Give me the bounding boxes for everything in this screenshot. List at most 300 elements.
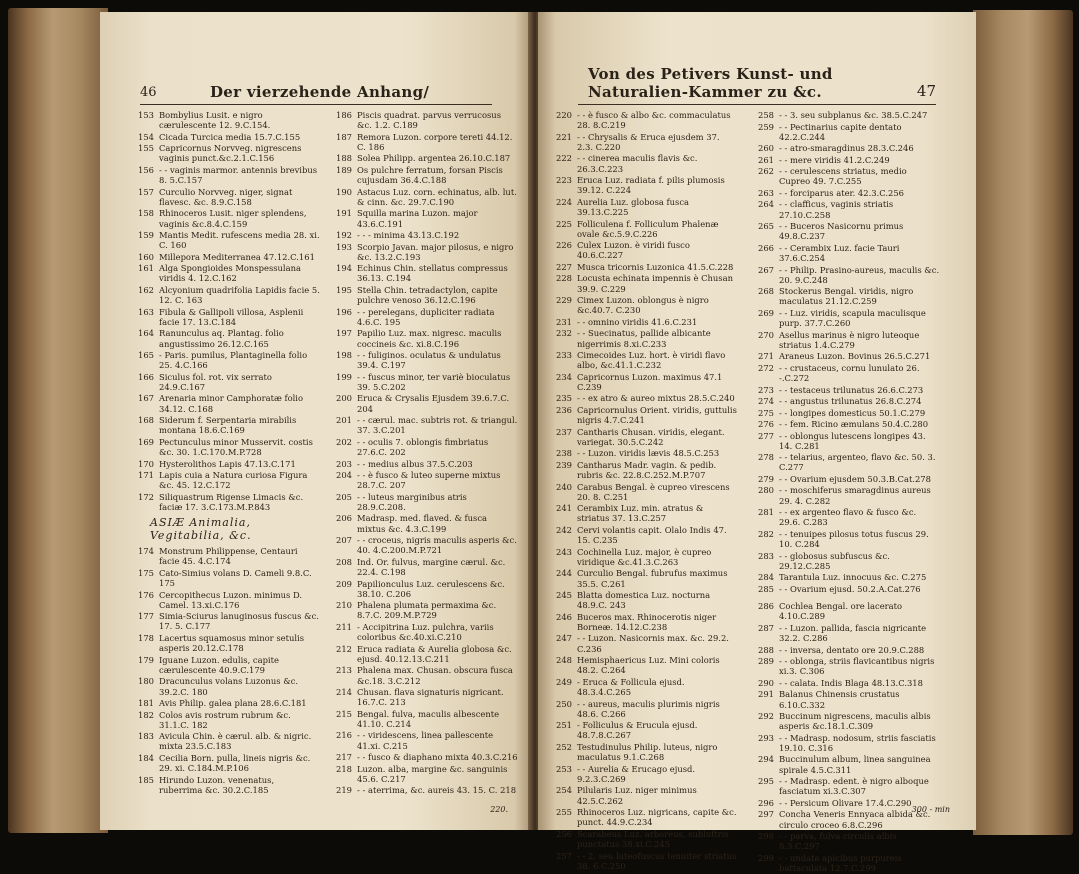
catalogue-entry	[556, 295, 738, 315]
catalogue-entry	[556, 525, 738, 545]
catalogue-entry	[138, 350, 320, 370]
entry-number: 228	[556, 273, 572, 284]
catalogue-entry	[336, 644, 518, 664]
entry-text: Cercopithecus Luzon. minimus D. Camel. 13.xi.C.176	[159, 589, 303, 610]
catalogue-entry	[758, 431, 940, 451]
catalogue-entry	[336, 350, 518, 370]
entry-text: - - vaginis marmor. antennis brevibus 8. 5.C.157	[159, 164, 318, 186]
entry-text: Colos avis rostrum rubrum &c. 31.1.C. 182	[159, 709, 291, 730]
catalogue-entry	[138, 753, 320, 773]
entry-number: 261	[758, 154, 774, 165]
catalogue-entry	[138, 470, 320, 490]
catalogue-entry	[138, 187, 320, 207]
entry-number: 259	[758, 121, 774, 132]
catalogue-entry	[556, 612, 738, 632]
catalogue-entry	[138, 165, 320, 185]
entry-number: 218	[336, 763, 352, 774]
entry-text: Bengal. fulva, maculis albescente 41.10. C.214	[357, 708, 500, 729]
catalogue-entry	[556, 393, 738, 403]
catalogue-entry	[758, 485, 940, 505]
entry-number: 156	[138, 164, 154, 175]
catalogue-entry	[336, 263, 518, 283]
entry-number: 198	[336, 350, 352, 361]
entry-number: 260	[758, 143, 774, 154]
left-page	[100, 12, 532, 830]
entry-text: - - globosus subfuscus &c. 29.12.C.285	[779, 550, 890, 571]
catalogue-entry	[336, 785, 518, 795]
entry-number: 294	[758, 754, 774, 765]
entry-text: - - moschiferus smaragdinus aureus 29. 4. C.282	[779, 485, 931, 506]
entry-number: 235	[556, 393, 572, 404]
catalogue-entry	[758, 474, 940, 484]
entry-text: Scarabeus Luz. arboreus, subluftris punctatus 38.xi.C.245	[577, 828, 729, 849]
entry-number: 267	[758, 264, 774, 275]
entry-text: - Paris. pumilus, Plantaginella folio 25. 4.C.166	[159, 350, 308, 371]
left-page-column-1	[138, 110, 320, 796]
catalogue-entry	[138, 415, 320, 435]
entry-number: 237	[556, 426, 572, 437]
entry-number: 161	[138, 263, 154, 274]
catalogue-entry	[138, 263, 320, 283]
entry-text: Bombylius Lusit. e nigro cærulescente 12. 9.C.154.	[159, 110, 271, 131]
entry-number: 162	[138, 284, 154, 295]
catalogue-entry	[336, 687, 518, 707]
entry-text: Cimecoides Luz. hort. è viridi flavo albo, &c.41.1.C.232	[577, 350, 726, 371]
entry-number: 242	[556, 524, 572, 535]
catalogue-entry	[556, 851, 738, 871]
catalogue-entry	[556, 460, 738, 480]
entry-number: 190	[336, 186, 352, 197]
section-heading: ASIÆ Animalia, Vegitabilia, &c.	[150, 516, 252, 543]
entry-number: 160	[138, 251, 154, 262]
entry-number: 176	[138, 589, 154, 600]
entry-number: 189	[336, 164, 352, 175]
catalogue-entry	[138, 698, 320, 708]
entry-text: Aurelia Luz. globosa fusca 39.13.C.225	[577, 196, 690, 218]
entry-text: - - fem. Ricino æmulans 50.4.C.280	[779, 419, 929, 430]
catalogue-entry	[336, 730, 518, 750]
catalogue-entry	[758, 308, 940, 328]
catalogue-entry	[336, 579, 518, 599]
entry-number: 232	[556, 328, 572, 339]
entry-number: 264	[758, 199, 774, 210]
entry-number: 295	[758, 776, 774, 787]
entry-text: Balanus Chinensis crustatus 6.10.C.332	[779, 689, 900, 710]
catalogue-entry	[336, 230, 518, 240]
catalogue-entry	[138, 252, 320, 262]
entry-text: Cimex Luzon. oblongus è nigro &c.40.7. C.230	[577, 295, 709, 316]
entry-number: 281	[758, 507, 774, 518]
catalogue-entry	[138, 285, 320, 305]
entry-text: Piscis quadrat. parvus verrucosus &c. 1.2. C.189	[357, 110, 501, 131]
entry-number: 194	[336, 263, 352, 274]
entry-number: 159	[138, 230, 154, 241]
entry-number: 263	[758, 187, 774, 198]
entry-number: 239	[556, 459, 572, 470]
entry-number: 290	[758, 677, 774, 688]
catalogue-entry	[758, 572, 940, 582]
catalogue-entry	[556, 317, 738, 327]
entry-text: - - Ovarium ejusdem 50.3.B.Cat.278	[779, 473, 931, 484]
catalogue-entry	[138, 655, 320, 675]
entry-text: - - atro-smaragdinus 28.3.C.246	[779, 143, 914, 154]
entry-text: Tarantula Luz. innocuus &c. C.275	[779, 572, 927, 583]
catalogue-entry	[138, 230, 320, 250]
catalogue-entry	[336, 459, 518, 469]
entry-number: 191	[336, 208, 352, 219]
entry-text: Cerambix Luz. min. atratus & striatus 37. 13.C.257	[577, 503, 704, 524]
entry-text: - - omnino viridis 41.6.C.231	[577, 316, 698, 327]
catalogue-entry	[758, 363, 940, 383]
catalogue-entry	[556, 153, 738, 173]
entry-text: - - longipes domesticus 50.1.C.279	[779, 407, 926, 418]
entry-number: 196	[336, 306, 352, 317]
entry-number: 233	[556, 350, 572, 361]
entry-number: 243	[556, 546, 572, 557]
entry-text: Culex Luzon. è viridi fusco 40.6.C.227	[577, 240, 690, 261]
catalogue-entry	[336, 110, 518, 130]
catalogue-entry	[556, 372, 738, 392]
entry-number: 170	[138, 458, 154, 469]
entry-text: Lapis cuia a Natura curiosa Figura &c. 45. 12.C.172	[159, 470, 308, 491]
entry-text: Chusan. flava signaturis nigricant. 16.7.C. 213	[357, 687, 504, 708]
catalogue-entry	[758, 551, 940, 571]
entry-text: - - Philip. Prasino-aureus, maculis &c. 20. 9.C.248	[779, 264, 940, 285]
entry-text: Cantharus Madr. vagin. & pedib. rubris &c. 22.8.C.252.M.P.707	[577, 459, 717, 481]
entry-number: 166	[138, 371, 154, 382]
catalogue-entry	[336, 752, 518, 762]
entry-number: 155	[138, 143, 154, 154]
entry-text: Arenaria minor Camphoratæ folio 34.12. C.168	[159, 393, 304, 414]
entry-text: - - luteus marginibus atris 28.9.C.208.	[357, 491, 467, 512]
catalogue-entry	[758, 776, 940, 796]
entry-number: 293	[758, 732, 774, 743]
entry-number: 275	[758, 407, 774, 418]
entry-number: 278	[758, 452, 774, 463]
entry-text: Iguane Luzon. edulis, capite cærulescente 40.9.C.179	[159, 654, 279, 675]
catalogue-entry	[336, 622, 518, 642]
entry-text: - - Suecinatus, pallide albicante nigerrimis 8.xi.C.233	[577, 328, 711, 349]
entry-text: - - è fusco & albo &c. commaculatus 28. 8.C.219	[577, 110, 731, 131]
entry-number: 299	[758, 852, 774, 863]
catalogue-entry	[556, 590, 738, 610]
entry-number: 276	[758, 419, 774, 430]
catalogue-entry	[336, 557, 518, 577]
entry-number: 200	[336, 393, 352, 404]
entry-number: 284	[758, 572, 774, 583]
entry-text: - - è fusco & luteo superne mixtus 28.7.C. 207	[357, 470, 501, 491]
catalogue-entry	[336, 437, 518, 457]
catalogue-entry	[556, 699, 738, 719]
right-page-number: 47	[916, 82, 936, 100]
entry-text: Hemisphaericus Luz. Mini coloris 48.2. C.264	[577, 655, 720, 676]
catalogue-entry	[556, 240, 738, 260]
entry-number: 221	[556, 131, 572, 142]
catalogue-entry	[138, 437, 320, 457]
left-page-number: 46	[140, 85, 157, 100]
catalogue-entry	[556, 448, 738, 458]
entry-text: Ind. Or. fulvus, margine cærul. &c. 22.4. C.198	[357, 556, 506, 578]
entry-number: 179	[138, 654, 154, 665]
entry-number: 177	[138, 611, 154, 622]
entry-text: Squilla marina Luzon. major 43.6.C.191	[357, 208, 478, 229]
catalogue-entry	[556, 219, 738, 239]
entry-number: 169	[138, 436, 154, 447]
entry-text: Capricornus Luzon. maximus 47.1 C.239	[577, 371, 723, 392]
entry-text: - - forciparus ater. 42.3.C.256	[779, 187, 904, 198]
catalogue-entry	[556, 633, 738, 653]
catalogue-entry	[138, 633, 320, 653]
entry-text: - - cinerea maculis flavis &c. 26.3.C.223	[577, 153, 698, 174]
entry-number: 289	[758, 656, 774, 667]
catalogue-entry	[336, 709, 518, 729]
catalogue-entry	[556, 655, 738, 675]
entry-number: 219	[336, 785, 352, 796]
entry-text: Cecilia Born. pulla, lineis nigris &c. 29. xi. C.184.M.P.106	[159, 752, 311, 774]
entry-text: - - telarius, argenteo, flavo &c. 50. 3. C.277	[779, 452, 936, 473]
catalogue-entry	[336, 415, 518, 435]
entry-number: 270	[758, 329, 774, 340]
entry-number: 214	[336, 687, 352, 698]
catalogue-entry	[336, 132, 518, 152]
right-page	[538, 12, 976, 873]
entry-text: Pectunculus minor Musservit. costis &c. 30. 1.C.170.M.P.728	[159, 436, 313, 458]
catalogue-entry	[758, 155, 940, 165]
entry-number: 203	[336, 458, 352, 469]
entry-text: - - fuliginos. oculatus & undulatus 39.4. C.197	[357, 350, 501, 371]
entry-text: - - fuscus minor, ter variè bioculatus 39. 5.C.202	[357, 371, 511, 392]
entry-text: Blatta domestica Luz. nocturna 48.9.C. 243	[577, 590, 711, 611]
entry-text: Pilularis Luz. niger minimus 42.5.C.262	[577, 785, 697, 806]
catalogue-entry	[556, 262, 738, 272]
entry-number: 269	[758, 307, 774, 318]
catalogue-entry	[336, 535, 518, 555]
entry-number: 258	[758, 110, 774, 120]
entry-number: 274	[758, 396, 774, 407]
catalogue-entry	[758, 452, 940, 472]
entry-text: Phalena max. Chusan. obscura fusca &c.18. 3.C.212	[357, 665, 513, 686]
catalogue-entry	[556, 175, 738, 195]
entry-number: 187	[336, 131, 352, 142]
right-page-header	[578, 65, 936, 105]
entry-text: Testudinulus Philip. luteus, nigro maculatus 9.1.C.268	[577, 741, 718, 763]
entry-text: Monstrum Philippense, Centauri facie 45. 4.C.174	[159, 546, 298, 567]
entry-number: 292	[758, 711, 774, 722]
entry-text: - - Buceros Nasicornu primus 49.8.C.237	[779, 221, 904, 242]
entry-text: - - Madrasp. nodosum, striis fasciatis 19.10. C.316	[779, 732, 936, 753]
entry-text: Luzon. alba, margine &c. sanguinis 45.6. C.217	[357, 763, 508, 784]
entry-text: Simia-Sciurus lanuginosus fuscus &c. 17. 5. C.177	[159, 611, 319, 632]
entry-number: 185	[138, 774, 154, 785]
catalogue-entry	[758, 351, 940, 361]
entry-text: Fibula & Gallipoli villosa, Asplenii facie 17. 13.C.184	[159, 306, 304, 327]
catalogue-entry	[336, 328, 518, 348]
catalogue-entry	[138, 546, 320, 566]
catalogue-entry	[556, 764, 738, 784]
entry-number: 158	[138, 208, 154, 219]
catalogue-entry	[758, 623, 940, 643]
entry-text: - Eruca & Follicula ejusd. 48.3.4.C.265	[577, 676, 685, 698]
entry-text: - - tenuipes pilosus totus fuscus 29. 10. C.284	[779, 528, 929, 550]
entry-number: 277	[758, 430, 774, 441]
entry-number: 217	[336, 752, 352, 763]
catalogue-entry	[758, 143, 940, 153]
entry-number: 288	[758, 644, 774, 655]
entry-number: 164	[138, 328, 154, 339]
entry-text: - - cerulescens striatus, medio Cupreo 49. 7.C.255	[779, 166, 907, 187]
entry-text: Asellus marinus è nigro luteoque striatus 1.4.C.279	[779, 329, 920, 350]
catalogue-entry	[758, 408, 940, 418]
entry-text: - - 2. seu luteofuscus tenuiter striatus 38. 6.C.250	[577, 850, 737, 871]
entry-text: - - oculis 7. oblongis fimbriatus 27.6.C. 202	[357, 436, 489, 458]
entry-number: 175	[138, 567, 154, 578]
catalogue-entry	[556, 785, 738, 805]
entry-number: 167	[138, 393, 154, 404]
entry-number: 291	[758, 689, 774, 700]
entry-number: 240	[556, 481, 572, 492]
catalogue-entry	[758, 385, 940, 395]
catalogue-entry	[336, 165, 518, 185]
catalogue-entry	[556, 547, 738, 567]
entry-text: Rhinoceros Luz. nigricans, capite &c. punct. 44.9.C.234	[577, 807, 737, 828]
entry-text: - - Persicum Olivare 17.4.C.290	[779, 797, 912, 808]
entry-text: - - medius albus 37.5.C.203	[357, 458, 473, 469]
catalogue-entry	[556, 405, 738, 425]
right-catchword: 300 - min	[911, 805, 950, 814]
catalogue-entry	[336, 513, 518, 533]
entry-text: - - Chrysalis & Eruca ejusdem 37. 2.3. C.220	[577, 131, 720, 152]
entry-number: 205	[336, 491, 352, 502]
catalogue-entry	[758, 645, 940, 655]
entry-text: - - Cerambix Luz. facie Tauri 37.6.C.254	[779, 242, 900, 264]
entry-text: - Folliculus & Erucula ejusd. 48.7.8.C.267	[577, 720, 698, 741]
entry-text: Carabus Bengal. è cupreo virescens 20. 8. C.251	[577, 481, 730, 502]
catalogue-entry	[336, 393, 518, 413]
right-book-edge	[973, 10, 1073, 835]
catalogue-entry	[758, 243, 940, 263]
entry-text: - - angustus trilunatus 26.8.C.274	[779, 396, 922, 407]
entry-number: 182	[138, 709, 154, 720]
catalogue-entry	[138, 676, 320, 696]
entry-number: 178	[138, 632, 154, 643]
catalogue-entry	[336, 208, 518, 228]
entry-number: 165	[138, 350, 154, 361]
entry-number: 163	[138, 306, 154, 317]
entry-text: Buccinum nigrescens, maculis albis asperis &c.18.1.C.309	[779, 711, 931, 732]
catalogue-entry	[138, 307, 320, 327]
entry-number: 199	[336, 371, 352, 382]
entry-number: 220	[556, 110, 572, 120]
entry-text: Dracunculus volans Luzonus &c. 39.2.C. 180	[159, 676, 299, 697]
entry-number: 223	[556, 175, 572, 186]
entry-number: 285	[758, 583, 774, 594]
catalogue-entry	[336, 153, 518, 163]
catalogue-entry	[138, 611, 320, 631]
entry-text: - - Luz. viridis, scapula maculisque purp. 37.7.C.260	[779, 307, 926, 329]
entry-text: Avicula Chin. è cærul. alb. & nigric. mixta 23.5.C.183	[159, 731, 312, 752]
left-catchword: 220.	[490, 805, 508, 814]
catalogue-entry	[556, 350, 738, 370]
catalogue-entry	[758, 110, 940, 120]
entry-text: Scorpio Javan. major pilosus, e nigro &c. 13.2.C.193	[357, 241, 514, 262]
entry-text: Solea Philipp. argentea 26.10.C.187	[357, 153, 511, 164]
entry-text: - - undata apicibus purpureis battaculata 12.7.C.299	[779, 852, 902, 873]
entry-number: 297	[758, 809, 774, 820]
entry-text: - - mere viridis 41.2.C.249	[779, 154, 890, 165]
catalogue-entry	[336, 665, 518, 685]
catalogue-entry	[758, 853, 940, 873]
entry-number: 250	[556, 698, 572, 709]
entry-number: 256	[556, 828, 572, 839]
catalogue-entry	[336, 470, 518, 490]
catalogue-entry	[138, 775, 320, 795]
entry-text: Papilio Luz. max. nigresc. maculis coccineis &c. xi.8.C.196	[357, 328, 502, 349]
left-running-head: Der vierzehende Anhang/	[210, 83, 430, 101]
entry-number: 265	[758, 221, 774, 232]
entry-number: 226	[556, 240, 572, 251]
entry-number: 201	[336, 415, 352, 426]
entry-text: Curculio Norvveg. niger, signat flavesc. &c. 8.9.C.158	[159, 186, 293, 207]
entry-number: 206	[336, 513, 352, 524]
entry-number: 241	[556, 503, 572, 514]
entry-number: 204	[336, 470, 352, 481]
catalogue-entry	[556, 427, 738, 447]
catalogue-entry	[138, 208, 320, 228]
entry-number: 245	[556, 590, 572, 601]
entry-number: 268	[758, 286, 774, 297]
entry-number: 283	[758, 550, 774, 561]
entry-text: - - croceus, nigris maculis asperis &c. 40. 4.C.200.M.P.721	[357, 535, 517, 556]
entry-text: Remora Luzon. corpore tereti 44.12. C. 186	[357, 131, 513, 152]
entry-text: Hirundo Luzon. venenatus, ruberrima &c. 30.2.C.185	[159, 774, 275, 795]
entry-number: 183	[138, 731, 154, 742]
catalogue-entry	[336, 372, 518, 392]
entry-text: - - testaceus trilunatus 26.6.C.273	[779, 384, 924, 395]
entry-number: 287	[758, 622, 774, 633]
entry-text: Siderum f. Serpentaria mirabilis montana 18.6.C.169	[159, 415, 297, 436]
entry-text: Mantis Medit. rufescens media 28. xi. C. 160	[159, 230, 320, 251]
left-page-column-2	[336, 110, 518, 797]
catalogue-entry	[556, 132, 738, 152]
entry-number: 280	[758, 485, 774, 496]
catalogue-entry	[758, 601, 940, 621]
catalogue-entry	[758, 711, 940, 731]
entry-text: Os pulchre ferratum, forsan Piscis cujusdam 36.4.C.188	[357, 164, 503, 186]
entry-text: Madrasp. med. flaved. & fusca mixtus &c. 4.3.C.199	[357, 513, 488, 534]
entry-number: 253	[556, 763, 572, 774]
entry-number: 229	[556, 295, 572, 306]
catalogue-entry	[556, 720, 738, 740]
entry-number: 279	[758, 473, 774, 484]
entry-number: 257	[556, 850, 572, 861]
entry-text: Rhinoceros Lusit. niger splendens, vaginis &c.8.4.C.159	[159, 208, 307, 229]
entry-number: 262	[758, 166, 774, 177]
catalogue-entry	[138, 132, 320, 142]
entry-text: Cicada Turcica media 15.7.C.155	[159, 131, 301, 142]
catalogue-entry	[138, 710, 320, 730]
entry-text: - - ex atro & aureo mixtus 28.5.C.240	[577, 393, 735, 404]
entry-text: - - ex argenteo flavo & fusco &c. 29.6. C.283	[779, 507, 917, 528]
catalogue-entry	[758, 507, 940, 527]
entry-number: 298	[758, 831, 774, 842]
catalogue-entry	[556, 677, 738, 697]
catalogue-entry	[758, 754, 940, 774]
entry-text: Eruca radiata & Aurelia globosa &c. ejusd. 40.12.13.C.211	[357, 643, 512, 664]
right-page-column-1	[556, 110, 738, 872]
entry-text: - - Luzon. pallida, fascia nigricante 32.2. C.286	[779, 622, 927, 644]
entry-number: 192	[336, 230, 352, 241]
entry-number: 207	[336, 535, 352, 546]
